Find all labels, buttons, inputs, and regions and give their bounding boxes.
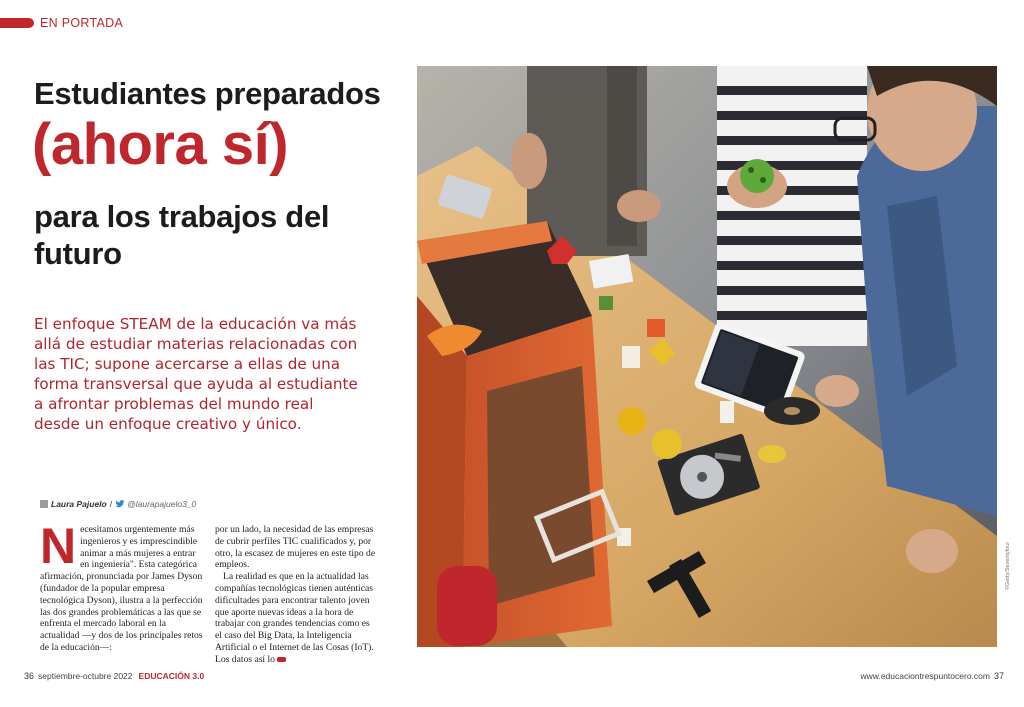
issue-date: septiembre-octubre 2022	[38, 671, 133, 681]
headline-line-2: (ahora sí)	[32, 112, 289, 177]
section-bar	[0, 18, 34, 28]
website-url: www.educaciontrespuntocero.com	[860, 671, 990, 681]
lede-paragraph: El enfoque STEAM de la educación va más allá de estudiar materias relacionadas con las TIC; supone acercarse a ellas de una forma transversal que ayuda al estudiante a afrontar problemas del mundo real desde un enfoque creativo y único.	[34, 315, 358, 433]
headline-line-1: Estudiantes preparados	[34, 76, 381, 111]
drop-cap: N	[40, 518, 77, 574]
body-paragraph-2-text: La realidad es que en la actualidad las compañías tecnológicas tienen auténticas dificultades para encontrar talento joven que aporte nuevas ideas a la hora de trabajar con grandes tendencias como es el caso del Big Data, la Inteligencia Artificial o el Internet de las Cosas (IoT). Los datos así lo	[215, 571, 374, 665]
author-handle: @laurapajuelo3_0	[127, 499, 197, 509]
footer-left	[24, 671, 204, 681]
photo-illustration	[417, 66, 997, 647]
photo-credit: ©Getty/Seventyfour	[1005, 541, 1011, 590]
byline-separator: /	[109, 499, 113, 509]
twitter-icon	[115, 500, 125, 508]
body-paragraph-2	[215, 571, 378, 665]
headline-line-3: para los trabajos del futuro	[34, 199, 330, 271]
byline	[40, 499, 196, 509]
continue-arrow-icon	[277, 657, 286, 662]
cover-photo	[417, 66, 997, 647]
body-text-col1: ecesitamos urgentemente más ingenieros y es imprescindible animar a más mujeres a entrar en ingeniería". Esta categórica afirmación, pronunciada por James Dyson (fundador de la popular empresa tecnológica Dyson), ilustra a la perfección las dos grandes problemáticas a las que se enfrenta el mercado laboral en la actualidad —y dos de los principales retos de la educación—:	[40, 524, 203, 653]
body-column-1	[40, 518, 203, 654]
magazine-logo: EDUCACIÓN 3.0	[138, 671, 205, 681]
footer-right	[861, 671, 1004, 681]
body-paragraph-1: por un lado, la necesidad de las empresas de cubrir perfiles TIC cualificados y, por otro, la escasez de mujeres en este tipo de empleos.	[215, 524, 376, 571]
author-name: Laura Pajuelo	[51, 499, 107, 509]
author-photo-icon	[40, 500, 48, 508]
body-column-2	[215, 524, 378, 666]
page-number-left: 36	[24, 671, 35, 681]
section-label: EN PORTADA	[40, 16, 124, 30]
page-number-right: 37	[993, 671, 1004, 681]
